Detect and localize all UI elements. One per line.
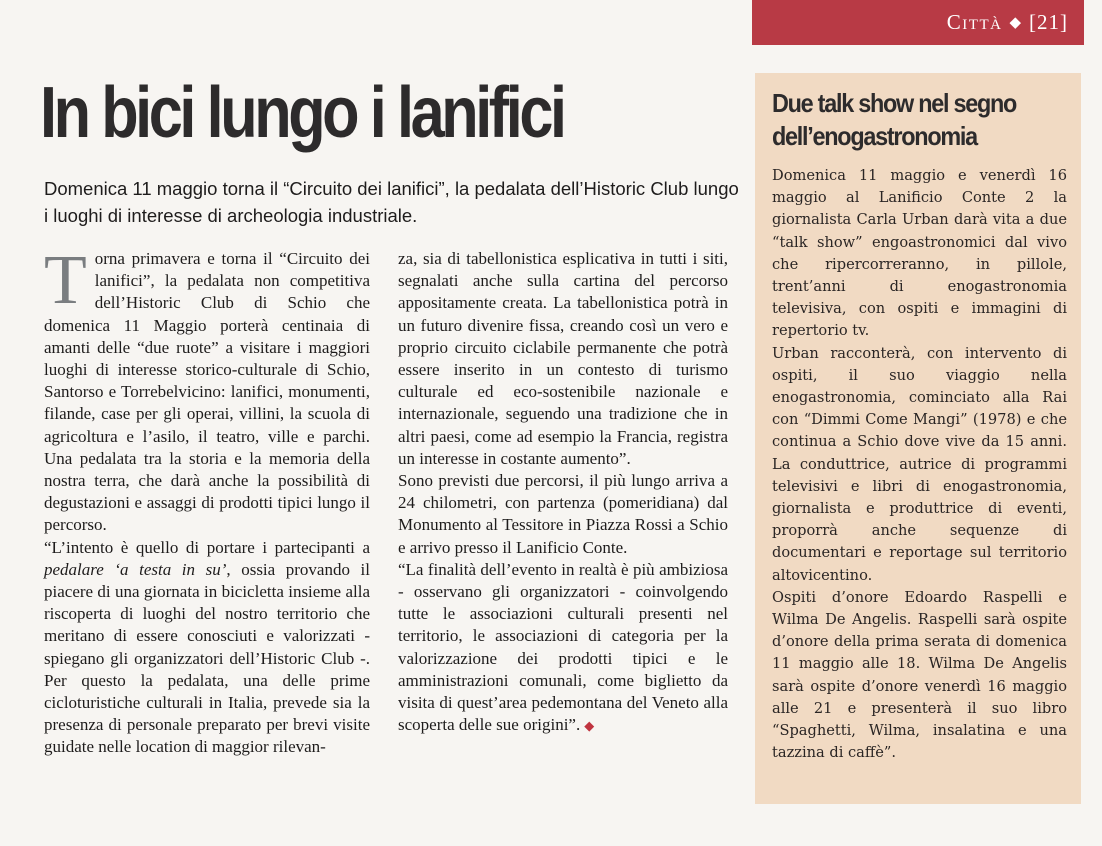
article-deck: Domenica 11 maggio torna il “Circuito dei lanifici”, la pedalata dell’Historic Club lungo i luoghi di interesse di archeologia industriale.: [44, 178, 739, 226]
paragraph-text: , ossia provando il piacere di una giornata in bicicletta insieme alla riscoperta di luoghi del nostro territorio che meritano di essere conosciuti e valorizzati - spiegano gli organizzatori dell’Historic Club -. Per questo la pedalata, una delle prime cicloturistiche culturali in Italia, prevede sia la presenza di personale preparato per brevi visite guidate nelle location di maggior rilevan-: [44, 559, 370, 757]
sidebar-paragraph: Urban racconterà, con intervento di ospiti, il suo viaggio nella enogastronomia, cominciato alla Rai con “Dimmi Come Mangi” (1978) e che continua a Schio dove vive da 15 anni. La conduttrice, autrice di programmi televisivi e libri di enogastronomia, giornalista e produttrice di eventi, proporrà anche sequenze di documentari e reportage sul territorio altovicentino.: [772, 344, 1067, 584]
article-paragraph: [398, 559, 728, 738]
article-paragraph: [44, 242, 370, 537]
emphasized-phrase: pedalare ‘a testa in su’: [44, 559, 227, 579]
sidebar-paragraph: Domenica 11 maggio e venerdì 16 maggio al Lanificio Conte 2 la giornalista Carla Urban darà vita a due “talk show” engoastronomici dal vivo che ripercorreranno, in pillole, trent’anni di enogastronomia televisiva, con ospiti e immagini di repertorio tv.: [772, 167, 1067, 340]
section-header: [752, 0, 1084, 45]
diamond-separator-icon: ◆: [1009, 15, 1022, 31]
drop-cap: T: [44, 242, 87, 319]
article-paragraph: Sono previsti due percorsi, il più lungo arriva a 24 chilometri, con partenza (pomeridiana) dal Monumento al Tessitore in Piazza Rossi a Schio e arrivo presso il Lanificio Conte.: [398, 471, 728, 557]
end-diamond-icon: ◆: [584, 718, 595, 734]
section-name: Città: [946, 10, 1003, 34]
sidebar-box: [755, 73, 1081, 804]
article-paragraph: [44, 537, 370, 759]
article-column-1: [44, 242, 370, 759]
paragraph-text: orna primavera e torna il “Circuito dei lanifici”, la pedalata non competitiva dell’Historic Club di Schio che domenica 11 Maggio porterà centinaia di amanti delle “due ruote” a visitare i maggiori luoghi di interesse storico-culturale di Schio, Santorso e Torrebelvicino: lanifici, monumenti, filande, case per gli operai, villini, la scuola di agricoltura e l’asilo, il teatro, ville e parchi. Una pedalata tra la storia e la memoria della nostra terra, che darà anche la possibilità di degustazioni e assaggi di prodotti tipici lungo il percorso.: [44, 249, 370, 535]
sidebar-body: [772, 165, 1067, 764]
article-paragraph: za, sia di tabellonistica esplicativa in tutti i siti, segnalati anche sulla cartina del percorso appositamente creata. La tabellonistica potrà in un futuro divenire fissa, creando così un vero e proprio circuito ciclabile permanente che potrà essere inserito in un contesto di turismo culturale ed eco-sostenibile nazionale e internazionale, seguendo una tradizione che in altri paesi, come ad esempio la Francia, registra un interesse in costante aumento”.: [398, 249, 728, 468]
sidebar-paragraph: Ospiti d’onore Edoardo Raspelli e Wilma De Angelis. Raspelli sarà ospite d’onore della prima serata di domenica 11 maggio alle 18. Wilma De Angelis sarà ospite d’onore venerdì 16 maggio alle 21 e presenterà il suo libro “Spaghetti, Wilma, insalatina e una tazzina di caffè”.: [772, 588, 1067, 762]
paragraph-text: “L’intento è quello di portare i partecipanti a: [44, 537, 370, 557]
sidebar-title: Due talk show nel segno dell’enogastronomia: [772, 88, 1017, 151]
article-headline: In bici lungo i lanifici: [40, 73, 564, 153]
page-number: [21]: [1029, 10, 1068, 34]
paragraph-text: “La finalità dell’evento in realtà è più ambiziosa - osservano gli organizzatori - coinvolgendo tutte le associazioni culturali presenti nel territorio, le associazioni di categoria per la valorizzazione dei prodotti tipici e le amministrazioni comunali, come biglietto da visita di quest’area pedemontana del Veneto alla scoperta delle sue origini”.: [398, 559, 728, 735]
article-column-2: [398, 248, 728, 737]
